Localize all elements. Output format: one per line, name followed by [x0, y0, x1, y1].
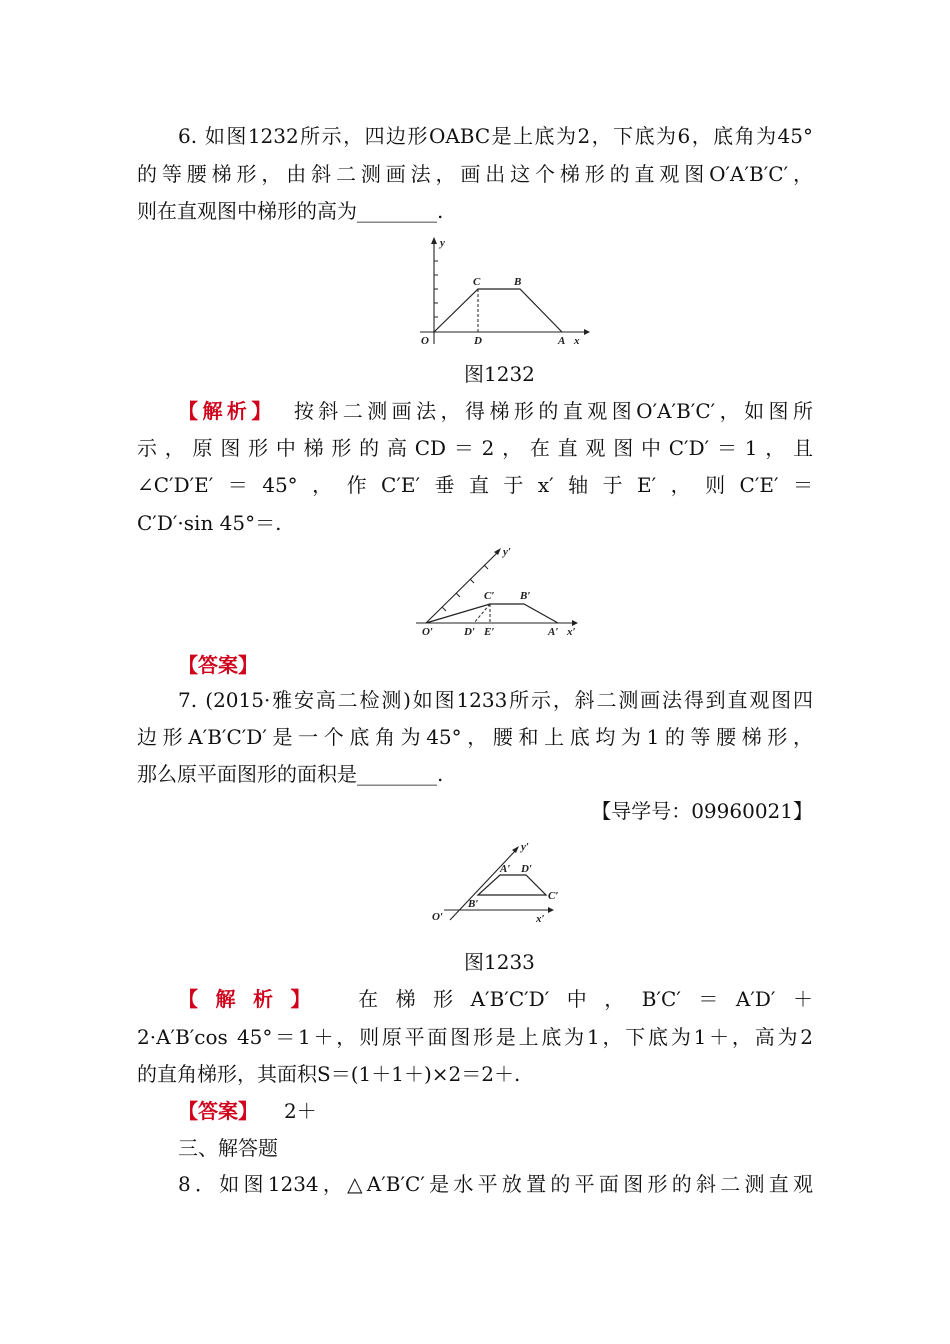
solution6-line-4: C′D′·sin 45°＝. — [137, 511, 282, 535]
label-o-prime: O′ — [422, 626, 434, 638]
oblique-trapezoid — [426, 604, 558, 623]
label-a-prime: A′ — [500, 863, 511, 875]
solution7-line-2: 2·A′B′cos 45°＝1＋，则原平面图形是上底为1，下底为1＋，高为2 — [137, 1025, 813, 1049]
label-a: A — [558, 335, 566, 347]
problem7-ref-number: 【导学号：09960021】 — [591, 799, 813, 823]
label-e-prime: E′ — [484, 626, 495, 638]
label-c-prime: C′ — [548, 890, 559, 902]
y-prime-axis-arrow — [512, 846, 519, 853]
label-d-prime: D′ — [521, 863, 533, 875]
answer6-line — [178, 651, 813, 679]
figure-1233-caption: 图1233 — [464, 950, 535, 974]
label-x-prime: x′ — [567, 626, 576, 638]
trapezoid-abcd-prime — [478, 875, 546, 895]
solution7-tag: 【解析】 — [178, 987, 329, 1011]
answer6-tag: 【答案】 — [178, 653, 258, 677]
section-title: 三、解答题 — [178, 1136, 278, 1160]
figure-1233 — [428, 838, 578, 934]
answer7-line — [178, 1097, 813, 1125]
label-d: D — [474, 335, 482, 347]
figure-1232 — [412, 232, 592, 350]
label-b: B — [514, 276, 522, 288]
y-prime-axis-arrow — [494, 548, 501, 555]
problem7-line-2: 边形A′B′C′D′是一个底角为45°，腰和上底均为1的等腰梯形， — [137, 725, 813, 749]
label-y: y — [440, 237, 445, 249]
label-x: x — [574, 335, 580, 347]
y-axis-arrow — [431, 237, 437, 244]
problem6-line-1: 6. 如图1232所示，四边形OABC是上底为2，下底为6，底角为45° — [178, 124, 813, 148]
problem8-line-1: 8．如图1234，△A′B′C′是水平放置的平面图形的斜二测直观 — [178, 1172, 813, 1196]
x-prime-axis-arrow — [548, 907, 554, 913]
problem6-line-3: 则在直观图中梯形的高为________. — [137, 199, 444, 223]
label-d-prime: D′ — [464, 626, 476, 638]
solution6-line-3: ∠C′D′E′＝45°，作C′E′垂直于x′轴于E′，则C′E′＝ — [137, 473, 813, 497]
figure-1232-oblique — [412, 543, 586, 639]
label-c: C — [473, 276, 481, 288]
solution6-text-1: 按斜二测画法，得梯形的直观图O′A′B′C′，如图所 — [293, 399, 814, 423]
label-b-prime: B′ — [468, 898, 479, 910]
problem7-line-3: 那么原平面图形的面积是________. — [137, 762, 444, 786]
problem7-line-1: 7. (2015·雅安高二检测)如图1233所示，斜二测画法得到直观图四 — [178, 688, 813, 712]
problem6-line-2: 的等腰梯形，由斜二测画法，画出这个梯形的直观图O′A′B′C′， — [137, 162, 813, 186]
label-y-prime: y′ — [503, 546, 511, 558]
solution7-line-1 — [178, 985, 813, 1013]
answer7-text: 2＋ — [284, 1099, 317, 1123]
solution6-tag: 【解析】 — [178, 399, 276, 423]
label-y-prime: y′ — [521, 841, 529, 853]
label-b-prime: B′ — [520, 590, 531, 602]
label-o-prime: O′ — [432, 911, 444, 923]
label-o: O — [421, 335, 429, 347]
y-prime-ticks — [442, 565, 488, 611]
x-axis-arrow — [584, 329, 590, 335]
y-ticks — [434, 261, 438, 317]
answer7-tag: 【答案】 — [178, 1099, 258, 1123]
figure-1232-caption: 图1232 — [464, 362, 535, 386]
solution6-line-1 — [178, 397, 813, 425]
label-x-prime: x′ — [536, 913, 545, 925]
label-a-prime: A′ — [548, 626, 559, 638]
trapezoid-oabc — [434, 289, 562, 332]
solution6-line-2: 示，原图形中梯形的高CD＝2，在直观图中C′D′＝1，且 — [137, 436, 813, 460]
solution7-text-1: 在梯形A′B′C′D′中，B′C′＝A′D′＋ — [358, 987, 813, 1011]
label-c-prime: C′ — [484, 590, 495, 602]
solution7-line-3: 的直角梯形，其面积S＝(1＋1＋)×2＝2＋. — [137, 1062, 521, 1086]
